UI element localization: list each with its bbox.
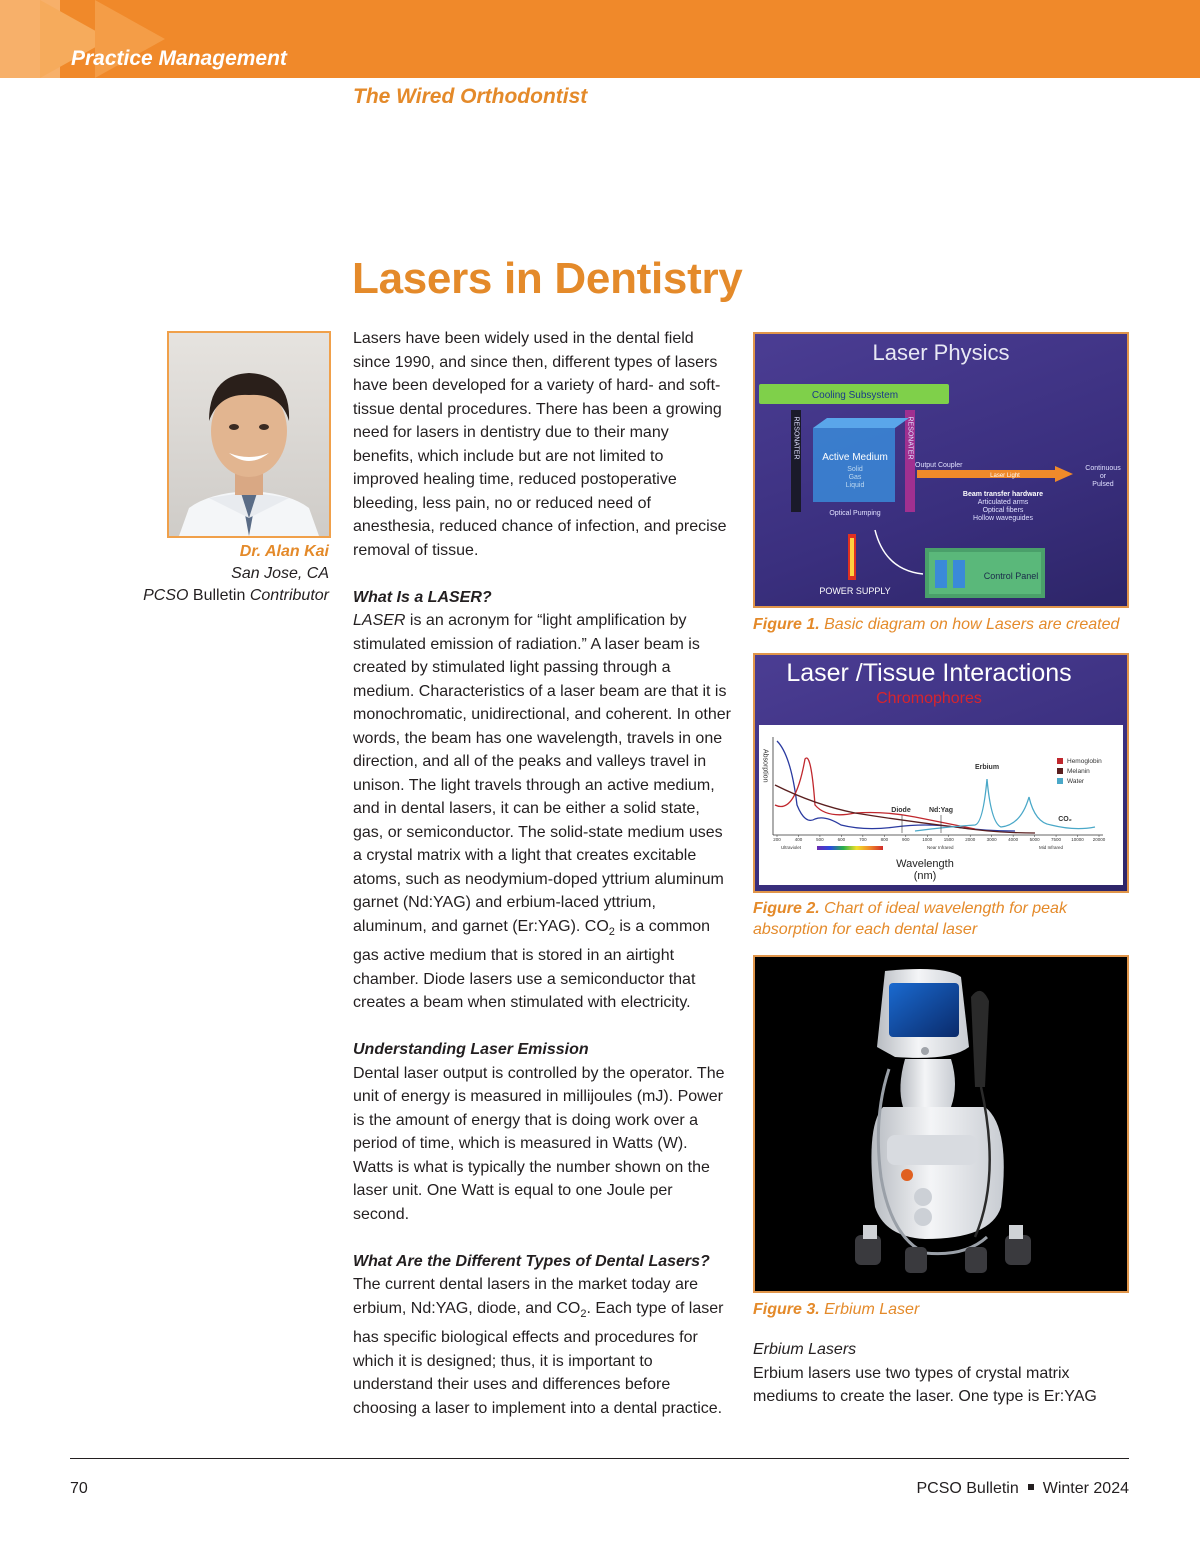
svg-text:Continuous: Continuous	[1085, 465, 1121, 472]
svg-text:Liquid: Liquid	[845, 482, 865, 489]
fig2-legend-swatch	[1057, 768, 1063, 774]
fig2-xunit: (nm)	[913, 870, 937, 882]
fig1-cooling: Cooling Subsystem	[811, 390, 899, 401]
body-column-2	[753, 1338, 1133, 1409]
fig1-control-panel: Control Panel	[983, 571, 1039, 581]
fig1-resonater-right: RESONATER	[906, 416, 914, 460]
fig1-laser-light: Laser Light	[990, 473, 1020, 479]
fig2-ylabel: Absorption	[761, 749, 769, 783]
fig2-legend-label: Hemoglobin	[1067, 758, 1102, 765]
heading-erbium-lasers: Erbium Lasers	[753, 1341, 857, 1358]
fig2-tick-label: 4000	[1008, 837, 1019, 842]
svg-text:Articulated arms: Articulated arms	[977, 499, 1029, 506]
svg-text:Gas: Gas	[848, 474, 862, 481]
fig2-tick-label: 1500	[943, 837, 954, 842]
svg-text:Pulsed: Pulsed	[1092, 481, 1114, 488]
fig1-power-supply: POWER SUPPLY	[819, 586, 891, 596]
fig2-tick-label: 500	[816, 837, 824, 842]
figure-erbium-laser	[753, 955, 1129, 1293]
author-byline	[100, 541, 329, 607]
svg-text:Solid: Solid	[847, 466, 863, 473]
what-is-laser-paragraph: LASER is an acronym for “light amplification by stimulated emission of radiation.” A laser beam is created by stimulated light passing through a medium. Characteristics of a laser beam are that it is monochromatic, unidirectional, and coherent. In other words, the beam has one wavelength, travels in one direction, and all of the peaks and valleys travel in unison. The light travels through an active medium, and in dental lasers, it can be either a solid state, gas, or semiconductor. The solid-state medium uses a crystal matrix with a light that creates excitable atoms, such as neodymium-doped yttrium aluminum garnet (Nd:YAG) and erbium-laced yttrium, aluminum, and garnet (Er:YAG). $CO_2$ is a common gas active medium that is stored in an airtight chamber. Diode lasers use a semiconductor that creates a beam when stimulated with electricity.	[353, 612, 731, 1012]
fig2-xlabel: Wavelength	[896, 858, 954, 870]
article-title: Lasers in Dentistry	[352, 254, 743, 303]
heading-laser-types: What Are the Different Types of Dental Lasers?	[353, 1252, 710, 1270]
fig2-subtitle: Chromophores	[876, 690, 982, 707]
figure-2-caption: Figure 2. Chart of ideal wavelength for peak absorption for each dental laser	[753, 900, 1067, 938]
fig2-tick-label: 700	[859, 837, 867, 842]
svg-text:Ultraviolet: Ultraviolet	[781, 845, 802, 850]
footer-rule	[70, 1458, 1129, 1459]
svg-text:Mid Infrared: Mid Infrared	[1039, 845, 1064, 850]
fig2-tick-label: 2000	[965, 837, 976, 842]
author-location: San Jose, CA	[231, 565, 329, 582]
separator-square-icon	[1028, 1484, 1034, 1490]
author-photo	[167, 331, 331, 538]
svg-text:or: or	[1099, 473, 1107, 480]
page-number: 70	[70, 1480, 88, 1497]
intro-paragraph: Lasers have been widely used in the dental field since 1990, and since then, different types of lasers have been developed for a variety of hard- and soft-tissue dental procedures. There has been a growing need for lasers in dentistry due to their many benefits, which include but are not limited to improved healing time, reduced postoperative bleeding, less pain, no or reduced need of anesthesia, reduced chance of infection, and precise removal of tissue.	[353, 330, 727, 559]
heading-laser-emission: Understanding Laser Emission	[353, 1041, 589, 1059]
emission-paragraph: Dental laser output is controlled by the operator. The unit of energy is measured in millijoules (mJ). Power is the amount of energy that is doing work over a period of time, which is measured in Watts (W). Watts is what is typically the number shown on the laser unit. One Watt is equal to one Joule per second.	[353, 1064, 725, 1223]
fig2-tick-label: 200	[773, 837, 781, 842]
fig2-co2: CO₂	[1058, 816, 1072, 823]
fig2-legend-label: Water	[1067, 778, 1085, 785]
types-paragraph: The current dental lasers in the market today are erbium, Nd:YAG, diode, and $CO_2$. Each type of laser has specific biological effects and procedures for which it is designed; thus, it is important to understand their uses and differences before choosing a laser to implement into a dental practice.	[353, 1276, 724, 1417]
fig2-tick-label: 400	[794, 837, 803, 842]
fig2-tick-label: 10000	[1071, 837, 1084, 842]
fig2-tick-label: 3000	[986, 837, 997, 842]
fig1-optical-pumping: Optical Pumping	[829, 510, 881, 517]
fig1-active-medium: Active Medium	[822, 452, 888, 463]
fig2-tick-label: 800	[880, 837, 889, 842]
fig2-tick-label: 600	[837, 837, 846, 842]
body-column-1	[353, 327, 731, 1420]
fig2-title: Laser /Tissue Interactions	[786, 659, 1072, 687]
fig2-diode: Diode	[891, 807, 911, 814]
author-role: PCSO Bulletin Contributor	[143, 587, 329, 604]
fig2-tick-label: 900	[902, 837, 910, 842]
column-label: The Wired Orthodontist	[353, 85, 588, 108]
figure-tissue-interactions	[753, 653, 1129, 893]
fig2-tick-label: 1000	[922, 837, 933, 842]
svg-text:Hollow waveguides: Hollow waveguides	[973, 515, 1033, 522]
fig2-tick-label: 7500	[1051, 837, 1062, 842]
svg-text:Optical fibers: Optical fibers	[982, 507, 1024, 514]
figure-1-caption: Figure 1. Basic diagram on how Lasers are created	[753, 616, 1120, 633]
svg-text:Beam transfer hardware: Beam transfer hardware	[962, 491, 1044, 498]
section-label: Practice Management	[71, 47, 287, 70]
figure-3-caption: Figure 3. Erbium Laser	[753, 1301, 920, 1318]
author-name: Dr. Alan Kai	[239, 543, 329, 560]
fig2-legend-swatch	[1057, 758, 1063, 764]
figure-laser-physics	[753, 332, 1129, 608]
erbium-paragraph: Erbium lasers use two types of crystal matrix mediums to create the laser. One type is Er:YAG	[753, 1364, 1097, 1405]
fig2-ndyag: Nd:Yag	[928, 807, 954, 814]
fig1-title: Laser Physics	[872, 340, 1010, 365]
fig1-output-coupler: Output Coupler	[915, 462, 963, 469]
header-banner	[0, 0, 1200, 78]
svg-text:Near Infrared: Near Infrared	[927, 845, 954, 850]
fig1-resonater-left: RESONATER	[792, 416, 800, 460]
fig2-legend-swatch	[1057, 778, 1063, 784]
fig2-tick-label: 20000	[1092, 837, 1106, 842]
fig2-erbium: Erbium	[974, 764, 1000, 771]
footer-publication: PCSO Bulletin Winter 2024	[916, 1480, 1129, 1497]
fig2-tick-label: 5000	[1029, 837, 1040, 842]
fig2-legend-label: Melanin	[1067, 768, 1090, 775]
heading-what-is-laser: What Is a LASER?	[353, 588, 492, 606]
